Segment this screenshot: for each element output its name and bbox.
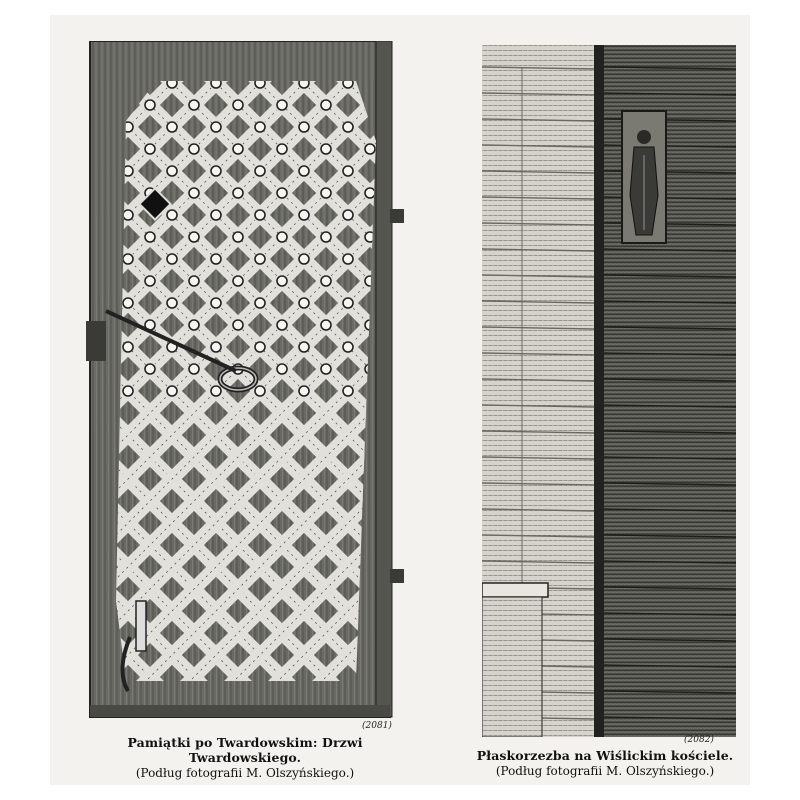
church-wall-engraving — [482, 45, 736, 737]
caption-title-left: Pamiątki po Twardowskim: Drzwi Twardowskiego. — [127, 735, 363, 765]
figure-number-right: (2082) — [684, 735, 714, 745]
caption-title-right: Płaskorzezba na Wiślickim kościele. — [476, 748, 734, 763]
figure-number-left: (2081) — [362, 721, 392, 731]
door-illustration — [86, 41, 404, 721]
engraving-page — [50, 15, 750, 785]
door-engraving — [86, 41, 404, 721]
caption-credit-left: (Podług fotografii M. Olszyńskiego.) — [135, 766, 355, 780]
caption-left — [70, 735, 420, 780]
wall-illustration — [482, 45, 736, 737]
caption-right — [460, 748, 750, 778]
caption-credit-right: (Podług fotografii M. Olszyńskiego.) — [495, 764, 715, 778]
